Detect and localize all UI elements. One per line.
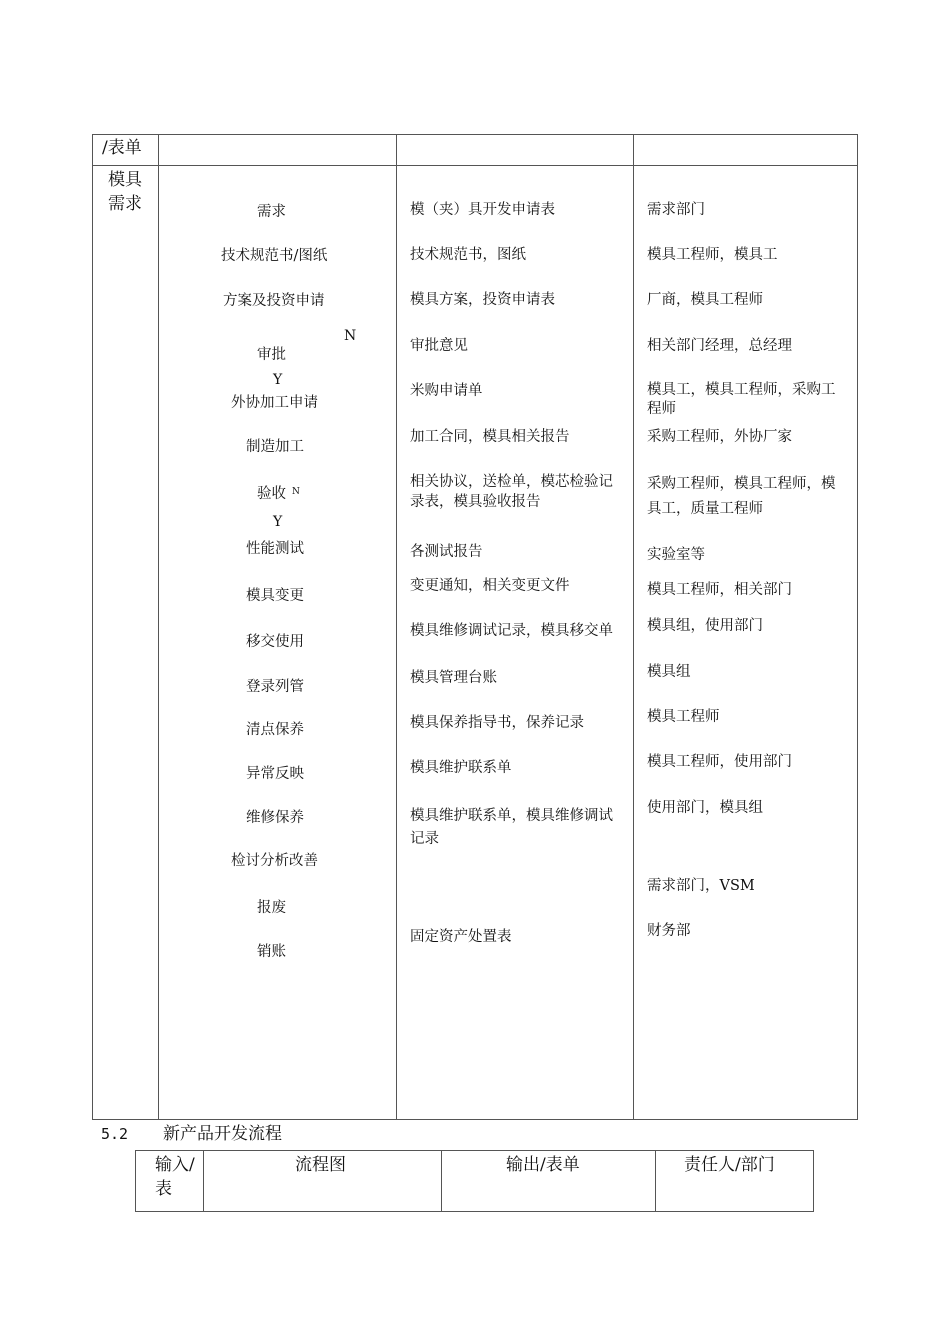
flow-step: 报废 [257, 900, 286, 916]
flow-step: 技术规范书/图纸 [221, 248, 328, 264]
table1-col-right [857, 134, 858, 1120]
responsible-item: 模具工程师，相关部门 [647, 582, 792, 598]
section-title: 新产品开发流程 [163, 1124, 282, 1144]
responsible-item: 需求部门 [647, 202, 705, 218]
table1-col-3 [633, 134, 634, 1120]
flow-step: 需求 [257, 204, 286, 220]
responsible-item: 厂商，模具工程师 [647, 292, 763, 308]
table1-border-bottom [92, 1119, 858, 1120]
flow-step: 方案及投资申请 [223, 293, 325, 309]
section-number: 5.2 [101, 1125, 129, 1143]
table2-border-bottom [135, 1211, 814, 1212]
table2-header-input: 输入/表 [155, 1155, 195, 1199]
output-item: 模具保养指导书，保养记录 [410, 715, 584, 731]
output-item: 相关协议，送检单，模芯检验记录表，模具验收报告 [410, 474, 613, 510]
flow-step: 制造加工 [246, 439, 304, 455]
responsible-item: 模具工，模具工程师，采购工程师 [647, 382, 836, 417]
flow-step: 外协加工申请 [231, 395, 318, 411]
table2-col-3 [655, 1150, 656, 1212]
table2-col-1 [203, 1150, 204, 1212]
table1-border-header [92, 165, 858, 166]
output-item: 模（夹）具开发申请表 [410, 202, 555, 218]
output-item: 固定资产处置表 [410, 929, 512, 945]
output-item: 模具维护联系单 [410, 760, 512, 776]
table1-col-left [92, 134, 93, 1120]
flow-step: 审批 [257, 347, 286, 363]
flow-step: 验收 [257, 486, 286, 502]
flow-step: 性能测试 [246, 541, 304, 557]
flow-step: 销账 [257, 944, 286, 960]
responsible-item: 采购工程师，模具工程师，模具工，质量工程师 [647, 476, 836, 517]
table1-border-top [92, 134, 858, 135]
output-item: 模具管理台账 [410, 670, 497, 686]
table2-header-output: 输出/表单 [506, 1155, 580, 1175]
responsible-item: 相关部门经理，总经理 [647, 338, 792, 354]
flow-mark-n: N [344, 328, 357, 344]
responsible-item: 模具工程师，模具工 [647, 247, 778, 263]
output-item: 各测试报告 [410, 544, 483, 560]
table1-header-input: /表单 [102, 138, 142, 158]
table2-col-right [813, 1150, 814, 1212]
table2-col-left [135, 1150, 136, 1212]
table1-group-label: 模具 需求 [108, 170, 142, 214]
flow-step: 检讨分析改善 [231, 853, 318, 869]
responsible-item: 模具组，使用部门 [647, 618, 763, 634]
output-item: 变更通知，相关变更文件 [410, 578, 570, 594]
table1-col-2 [396, 134, 397, 1120]
responsible-item: 财务部 [647, 923, 691, 939]
flow-mark-n: N [292, 487, 300, 497]
flow-mark-y: Y [273, 372, 283, 388]
responsible-item: 使用部门，模具组 [647, 800, 763, 816]
flow-mark-y: Y [273, 514, 283, 530]
responsible-item: 实验室等 [647, 547, 705, 563]
output-item: 技术规范书，图纸 [410, 247, 526, 263]
output-item: 模具方案，投资申请表 [410, 292, 555, 308]
output-item: 审批意见 [410, 338, 468, 354]
flow-step: 登录列管 [246, 679, 304, 695]
table2-col-2 [441, 1150, 442, 1212]
flow-step: 异常反映 [246, 766, 304, 782]
flow-step: 维修保养 [246, 810, 304, 826]
table2-header-responsible: 责任人/部门 [684, 1155, 775, 1175]
responsible-item: 模具工程师 [647, 709, 720, 725]
flow-step: 清点保养 [246, 722, 304, 738]
table2-border-top [135, 1150, 814, 1151]
table2-header-flowchart: 流程图 [295, 1155, 346, 1175]
output-item: 模具维修调试记录，模具移交单 [410, 623, 613, 639]
responsible-item: 需求部门，VSM [647, 878, 755, 894]
responsible-item: 采购工程师，外协厂家 [647, 429, 792, 445]
responsible-item: 模具工程师，使用部门 [647, 754, 792, 770]
table1-col-1 [158, 134, 159, 1120]
responsible-item: 模具组 [647, 664, 691, 680]
output-item: 模具维护联系单，模具维修调试记录 [410, 808, 613, 847]
flow-step: 模具变更 [246, 588, 304, 604]
flow-step: 移交使用 [246, 634, 304, 650]
output-item: 加工合同，模具相关报告 [410, 429, 570, 445]
output-item: 米购申请单 [410, 383, 483, 399]
